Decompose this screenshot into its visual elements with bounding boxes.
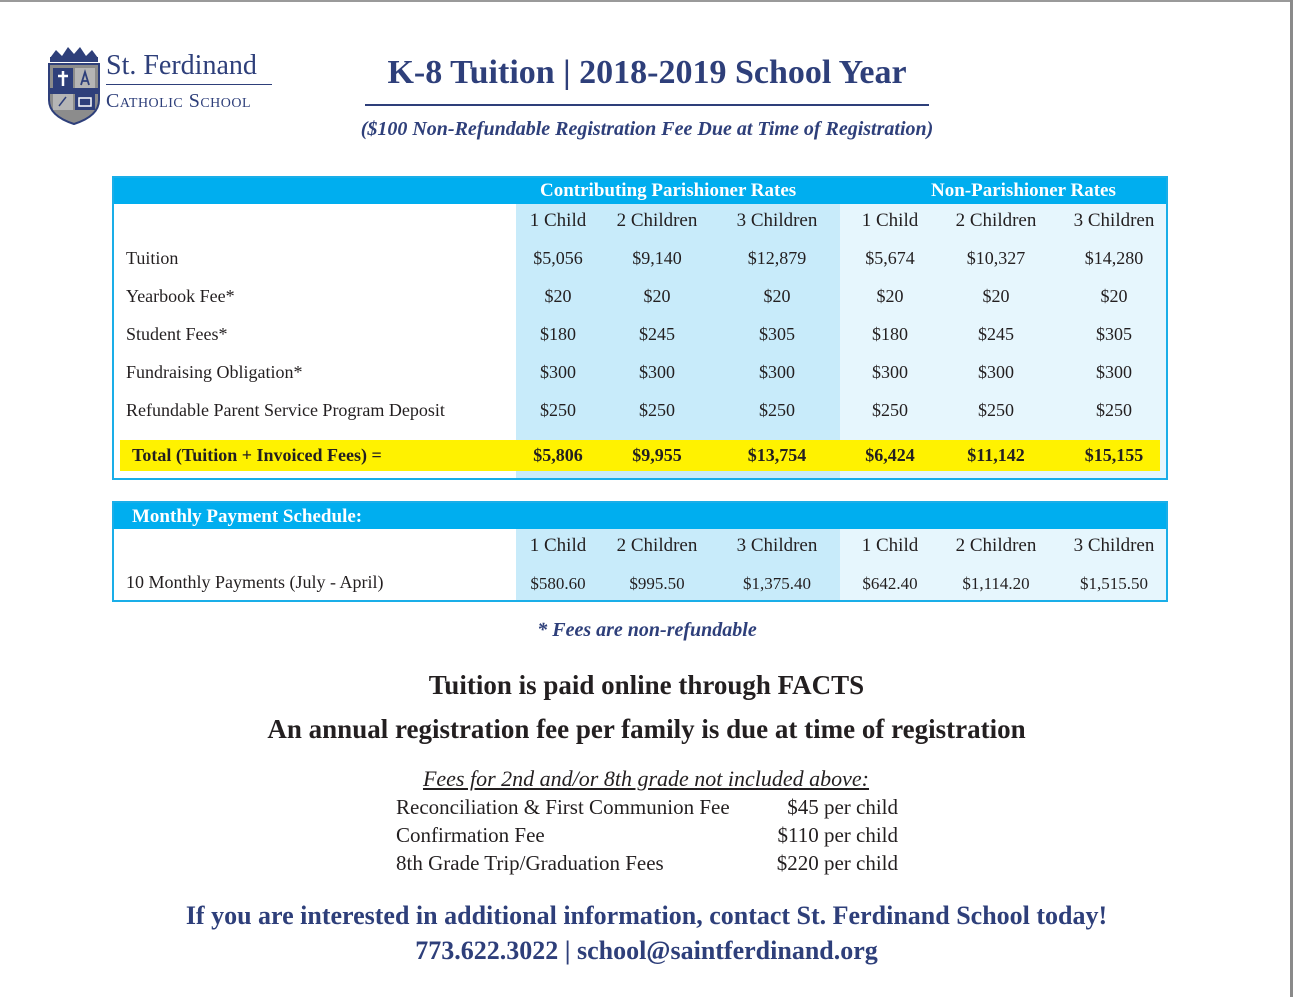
fee-row-value: $250 <box>540 400 576 420</box>
fee-row-label: Yearbook Fee* <box>126 286 235 306</box>
group-header-non-parishioner: Non-Parishioner Rates <box>931 180 1116 201</box>
logo-divider <box>106 84 272 85</box>
logo-school-subtitle: Catholic School <box>106 90 252 112</box>
payment-value: $642.40 <box>862 574 918 593</box>
column-header: 1 Child <box>529 210 587 231</box>
column-header: 2 Children <box>955 210 1037 231</box>
fee-row-label: Refundable Parent Service Program Deposit <box>126 400 445 420</box>
extra-fee-label: Confirmation Fee <box>396 823 545 847</box>
total-label: Total (Tuition + Invoiced Fees) = <box>132 445 382 465</box>
payment-row-label: 10 Monthly Payments (July - April) <box>126 572 384 592</box>
contact-details: 773.622.3022 | school@saintferdinand.org <box>415 936 878 965</box>
title-underline <box>365 104 929 106</box>
page-subtitle: ($100 Non-Refundable Registration Fee Due at Time of Registration) <box>360 118 934 140</box>
group-header-parishioner: Contributing Parishioner Rates <box>540 180 797 201</box>
column-header: 2 Children <box>955 535 1037 556</box>
fee-row-value: $250 <box>872 400 908 420</box>
fee-row-value: $300 <box>1096 362 1132 382</box>
school-logo <box>46 44 286 126</box>
registration-fee-line: An annual registration fee per family is due at time of registration <box>267 714 1026 744</box>
payment-value: $580.60 <box>530 574 586 593</box>
payment-schedule-header: Monthly Payment Schedule: <box>132 506 363 527</box>
fee-row-value: $20 <box>643 286 671 306</box>
tuition-table <box>112 176 1168 480</box>
facts-payment-line: Tuition is paid online through FACTS <box>428 670 865 700</box>
page-title: K-8 Tuition | 2018-2019 School Year <box>387 54 907 91</box>
fee-row-value: $20 <box>1100 286 1128 306</box>
column-header: 1 Child <box>861 535 919 556</box>
payment-table-header-band <box>114 503 1166 529</box>
page-border-top <box>0 0 1293 2</box>
extra-fee-value: $45 per child <box>787 795 898 819</box>
fee-row-value: $20 <box>544 286 572 306</box>
tuition-table-header-band <box>114 178 1166 204</box>
column-header: 2 Children <box>616 535 698 556</box>
fee-row-value: $300 <box>639 362 675 382</box>
fee-row-value: $20 <box>763 286 791 306</box>
total-row <box>120 440 1160 471</box>
fee-row-value: $245 <box>639 324 675 344</box>
column-header: 2 Children <box>616 210 698 231</box>
extra-fee-label: Reconciliation & First Communion Fee <box>396 795 730 819</box>
fee-row-value: $300 <box>759 362 795 382</box>
fee-row-value: $250 <box>639 400 675 420</box>
fee-row-value: $300 <box>872 362 908 382</box>
shield-crest-icon <box>46 44 102 126</box>
logo-school-name: St. Ferdinand <box>106 50 257 81</box>
payment-value: $1,114.20 <box>962 574 1030 593</box>
fee-row-value: $9,140 <box>632 248 682 268</box>
fee-row-value: $12,879 <box>747 248 807 268</box>
column-header: 1 Child <box>529 535 587 556</box>
fee-row-value: $5,674 <box>865 248 915 268</box>
fee-row-value: $305 <box>759 324 795 344</box>
total-value: $15,155 <box>1084 445 1144 465</box>
total-value: $13,754 <box>747 445 807 465</box>
fee-row-value: $300 <box>978 362 1014 382</box>
contact-invitation: If you are interested in additional information, contact St. Ferdinand School today! <box>185 901 1108 930</box>
fee-row-value: $5,056 <box>533 248 583 268</box>
fee-row-value: $20 <box>982 286 1010 306</box>
total-value: $6,424 <box>865 445 915 465</box>
column-header: 3 Children <box>736 535 818 556</box>
column-header: 3 Children <box>1073 535 1155 556</box>
fee-row-value: $10,327 <box>966 248 1026 268</box>
fee-row-value: $20 <box>876 286 904 306</box>
fee-row-value: $250 <box>759 400 795 420</box>
extra-fee-label: 8th Grade Trip/Graduation Fees <box>396 851 664 875</box>
fee-row-value: $245 <box>978 324 1014 344</box>
fees-non-refundable-note: * Fees are non-refundable <box>537 619 757 641</box>
fee-row-value: $180 <box>872 324 908 344</box>
fee-row-value: $305 <box>1096 324 1132 344</box>
fee-row-value: $14,280 <box>1084 248 1144 268</box>
fee-row-value: $180 <box>540 324 576 344</box>
extra-fee-value: $110 per child <box>777 823 898 847</box>
extra-fee-value: $220 per child <box>776 851 898 875</box>
column-header: 3 Children <box>1073 210 1155 231</box>
fee-row-value: $250 <box>978 400 1014 420</box>
column-header: 3 Children <box>736 210 818 231</box>
fee-row-value: $250 <box>1096 400 1132 420</box>
fee-row-label: Student Fees* <box>126 324 228 344</box>
total-value: $5,806 <box>533 445 583 465</box>
payment-table <box>112 501 1168 602</box>
payment-value: $1,515.50 <box>1080 574 1148 593</box>
payment-value: $995.50 <box>629 574 685 593</box>
payment-value: $1,375.40 <box>743 574 811 593</box>
fee-row-label: Fundraising Obligation* <box>126 362 303 382</box>
fee-row-label: Tuition <box>126 248 179 268</box>
total-value: $9,955 <box>632 445 682 465</box>
column-header: 1 Child <box>861 210 919 231</box>
fee-row-value: $300 <box>540 362 576 382</box>
extra-fees-heading: Fees for 2nd and/or 8th grade not included above: <box>422 766 870 791</box>
total-value: $11,142 <box>967 445 1025 465</box>
